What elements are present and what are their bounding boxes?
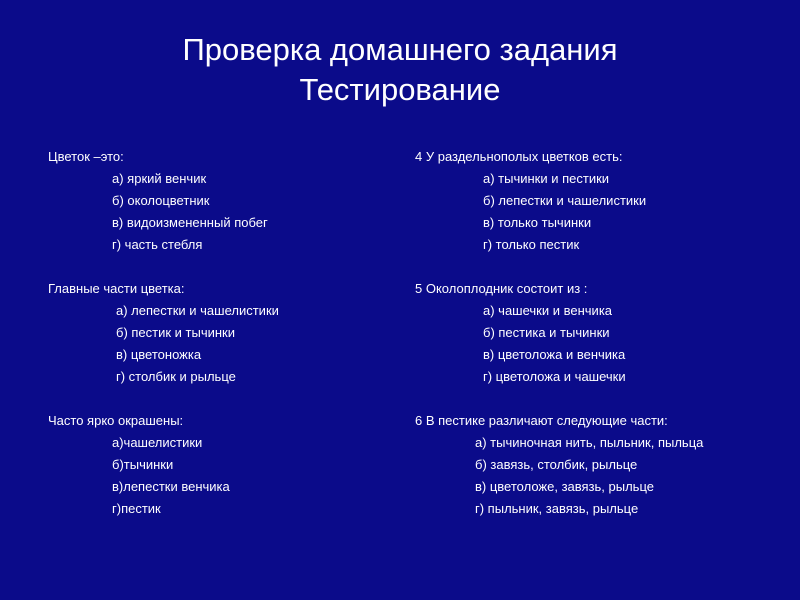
question-text: Часто ярко окрашены: [48, 413, 184, 428]
question-text: 5 Околоплодник состоит из : [415, 281, 588, 296]
answer-option-c: в)лепестки венчика [112, 479, 230, 494]
question-1 [48, 146, 279, 256]
answer-option-b: б) околоцветник [112, 193, 210, 208]
question-4 [415, 146, 703, 256]
answer-option-b: б)тычинки [112, 457, 174, 472]
left-question-column [48, 146, 279, 542]
answer-option-a: а) яркий венчик [112, 171, 207, 186]
answer-option-d: г) цветоложа и чашечки [483, 369, 626, 384]
answer-option-a: а) чашечки и венчика [483, 303, 613, 318]
answer-option-b: б) пестик и тычинки [116, 325, 236, 340]
answer-option-b: б) лепестки и чашелистики [483, 193, 647, 208]
answer-option-d: г) пыльник, завязь, рыльце [475, 501, 639, 516]
question-6 [415, 410, 703, 520]
answer-option-c: в) видоизмененный побег [112, 215, 268, 230]
title-line-2: Тестирование [299, 72, 501, 107]
answer-option-c: в) цветоложе, завязь, рыльце [475, 479, 654, 494]
answer-option-d: г) часть стебля [112, 237, 203, 252]
answer-option-a: а) лепестки и чашелистики [116, 303, 279, 318]
question-text: Главные части цветка: [48, 281, 185, 296]
answer-option-d: г)пестик [112, 501, 161, 516]
question-2 [48, 278, 279, 388]
slide-title [0, 30, 800, 110]
question-5 [415, 278, 703, 388]
right-question-column [415, 146, 703, 542]
answer-option-d: г) столбик и рыльце [116, 369, 236, 384]
question-text: 6 В пестике различают следующие части: [415, 413, 668, 428]
answer-option-c: в) только тычинки [483, 215, 592, 230]
question-3 [48, 410, 279, 520]
title-line-1: Проверка домашнего задания [182, 32, 618, 67]
question-text: 4 У раздельнополых цветков есть: [415, 149, 623, 164]
question-text: Цветок –это: [48, 149, 124, 164]
answer-option-a: а) тычинки и пестики [483, 171, 610, 186]
answer-option-a: а) тычиночная нить, пыльник, пыльца [475, 435, 704, 450]
answer-option-b: б) завязь, столбик, рыльце [475, 457, 638, 472]
answer-option-a: а)чашелистики [112, 435, 203, 450]
answer-option-d: г) только пестик [483, 237, 580, 252]
answer-option-c: в) цветоложа и венчика [483, 347, 626, 362]
answer-option-c: в) цветоножка [116, 347, 202, 362]
answer-option-b: б) пестика и тычинки [483, 325, 610, 340]
